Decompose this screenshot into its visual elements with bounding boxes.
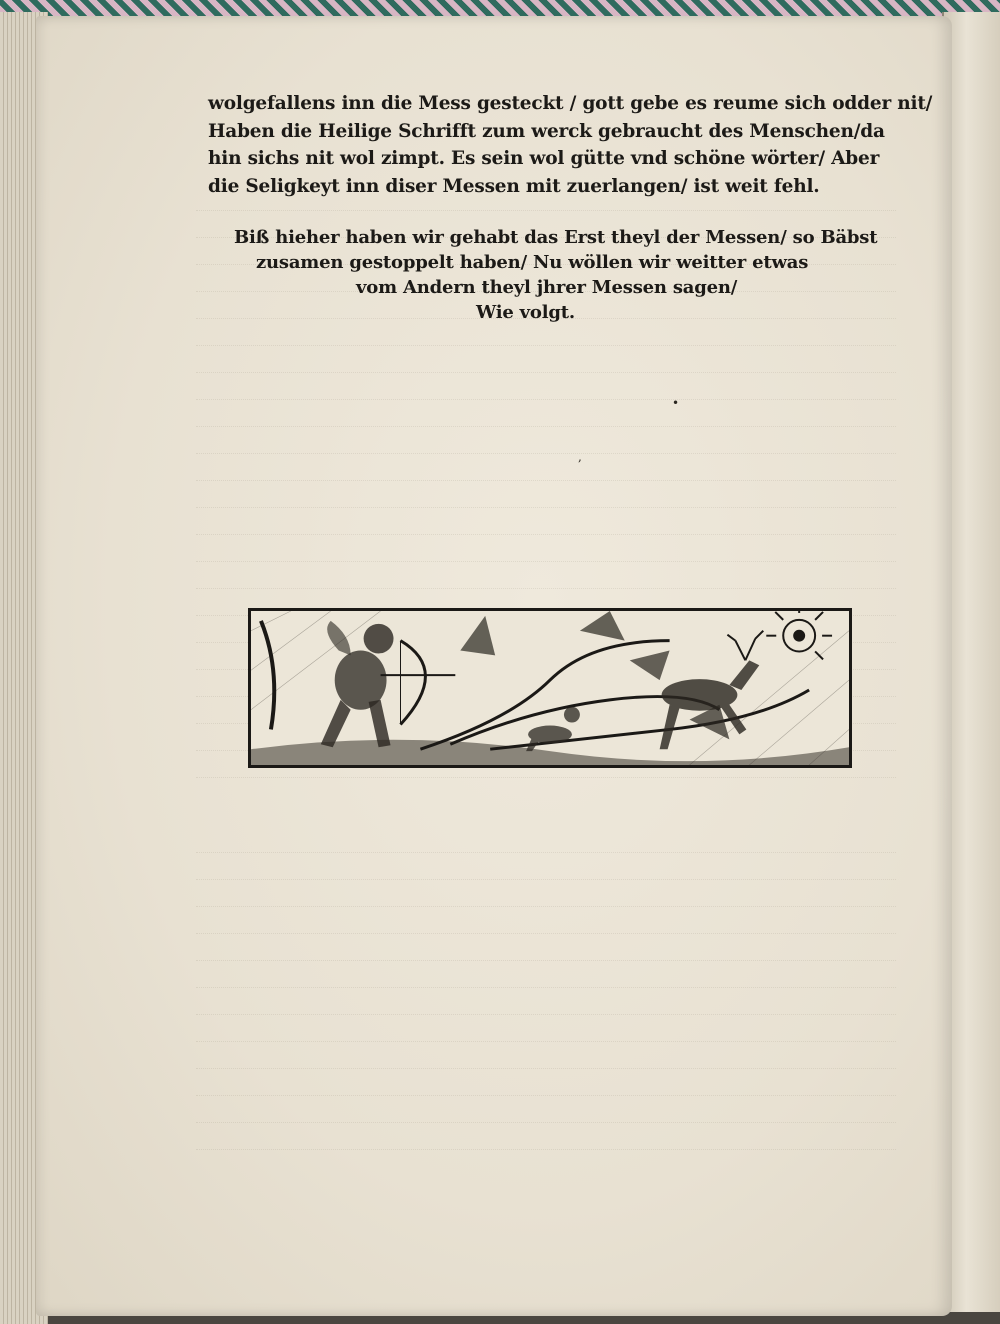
heading-line: vom Andern theyl jhrer Messen sagen/ bbox=[356, 277, 738, 298]
woodcut-cupid-deer-icon bbox=[251, 611, 849, 765]
section-heading bbox=[200, 225, 910, 325]
woodcut-illustration bbox=[248, 608, 852, 768]
body-line: Haben die Heilige Schrifft zum werck gebraucht des Menschen/da bbox=[208, 120, 885, 142]
body-text bbox=[208, 90, 933, 200]
ink-speck: • bbox=[672, 396, 680, 410]
body-line: wolgefallens inn die Mess gesteckt / gott gebe es reume sich odder nit/ bbox=[208, 93, 933, 114]
heading-line: zusamen gestoppelt haben/ Nu wöllen wir weitter etwas bbox=[256, 252, 809, 273]
heading-line: Biß hieher haben wir gehabt das Erst theyl der Messen/ so Bäbst bbox=[234, 227, 878, 248]
body-line: die Seligkeyt inn diser Messen mit zuerlangen/ ist weit fehl. bbox=[208, 175, 820, 197]
show-through-lower bbox=[196, 826, 896, 1150]
body-line: hin sichs nit wol zimpt. Es sein wol gütte vnd schöne wörter/ Aber bbox=[208, 148, 880, 169]
ink-speck: , bbox=[578, 450, 582, 464]
heading-line: Wie volgt. bbox=[476, 302, 575, 323]
